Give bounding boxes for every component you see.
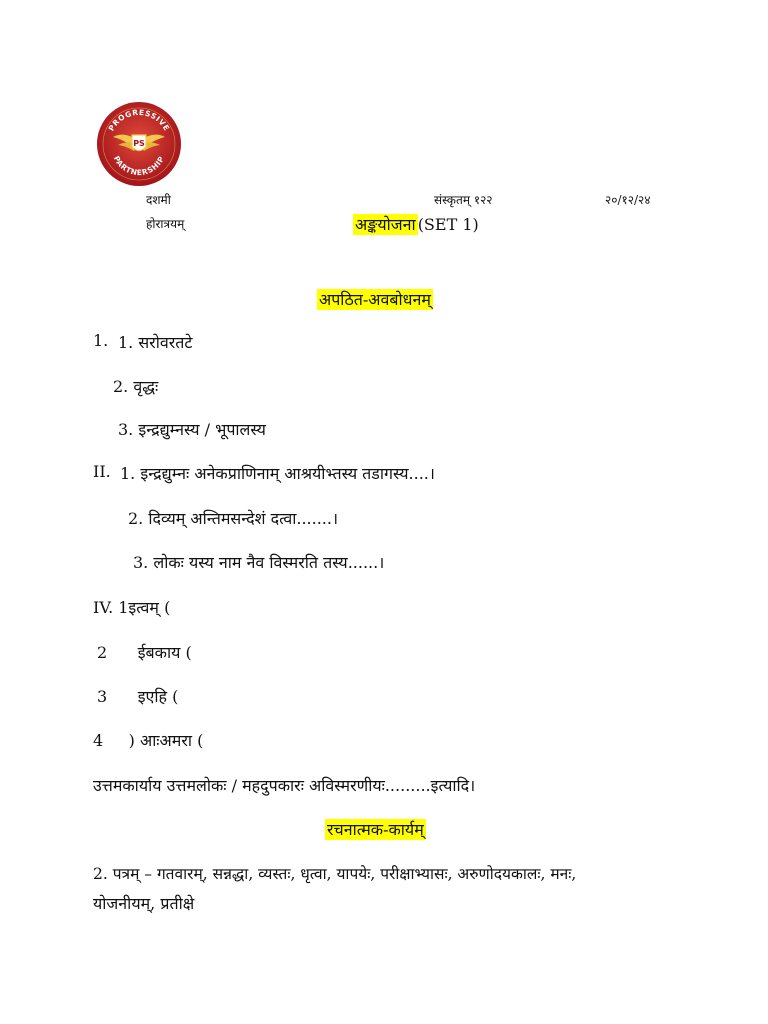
svg-text:PARTNERSHIP: PARTNERSHIP	[111, 154, 167, 178]
answer-1-2: 2. वृद्धः	[113, 377, 159, 396]
section-heading-creative: रचनात्मक-कार्यम्	[327, 820, 424, 839]
progressive-partnership-logo	[96, 101, 182, 187]
answer-4-2: 2 ईबकाय (	[97, 643, 192, 662]
class-label: दशमी	[146, 193, 171, 207]
answer-4-4: 4 ) आःअमरा (	[93, 731, 204, 750]
summary-answer: उत्तमकार्याय उत्तमलोकः / महदुपकारः अविस्मरणीयः.........इत्यादि।	[93, 776, 476, 795]
logo-emblem-icon	[96, 101, 182, 187]
page-title	[353, 213, 479, 235]
svg-text:PROGRESSIVE: PROGRESSIVE	[106, 107, 172, 133]
answer-4-1: IV. 1इत्वम् (	[93, 598, 171, 617]
question-1-number: 1.	[93, 331, 109, 350]
page-title-set: (SET 1)	[417, 215, 479, 234]
subject-code: संस्कृतम् १२२	[434, 193, 493, 207]
answer-1-1: 1. सरोवरतटे	[118, 333, 193, 352]
answer-2-1: 1. इन्द्रद्युम्नः अनेकप्राणिनाम् आश्रयीभ्तस्य तडागस्य....।	[120, 464, 435, 483]
answer-2-2: 2. दिव्यम् अन्तिमसन्देशं दत्वा.......।	[128, 509, 339, 528]
answer-4-3: 3 इएहि (	[97, 687, 179, 706]
page-title-highlight: अङ्कयोजना	[355, 215, 416, 234]
section-heading-unseen: अपठित-अवबोधनम्	[319, 290, 431, 309]
question-2-number: II.	[93, 462, 111, 481]
letter-answer-line-1: 2. पत्रम् – गतवारम्, सन्नद्धा, व्यस्तः, धृत्वा, यापयेः, परीक्षाभ्यासः, अरुणोदयकालः, मनः,	[93, 865, 577, 883]
letter-answer-line-2: योजनीयम्, प्रतीक्षे	[93, 894, 195, 913]
svg-text:PS: PS	[133, 139, 145, 148]
answer-2-3: 3. लोकः यस्य नाम नैव विस्मरति तस्य......।	[133, 553, 385, 572]
answer-1-3: 3. इन्द्रद्युम्नस्य / भूपालस्य	[118, 420, 266, 439]
exam-date: २०/१२/२४	[605, 193, 651, 207]
duration-label: होरात्रयम्	[146, 217, 185, 231]
